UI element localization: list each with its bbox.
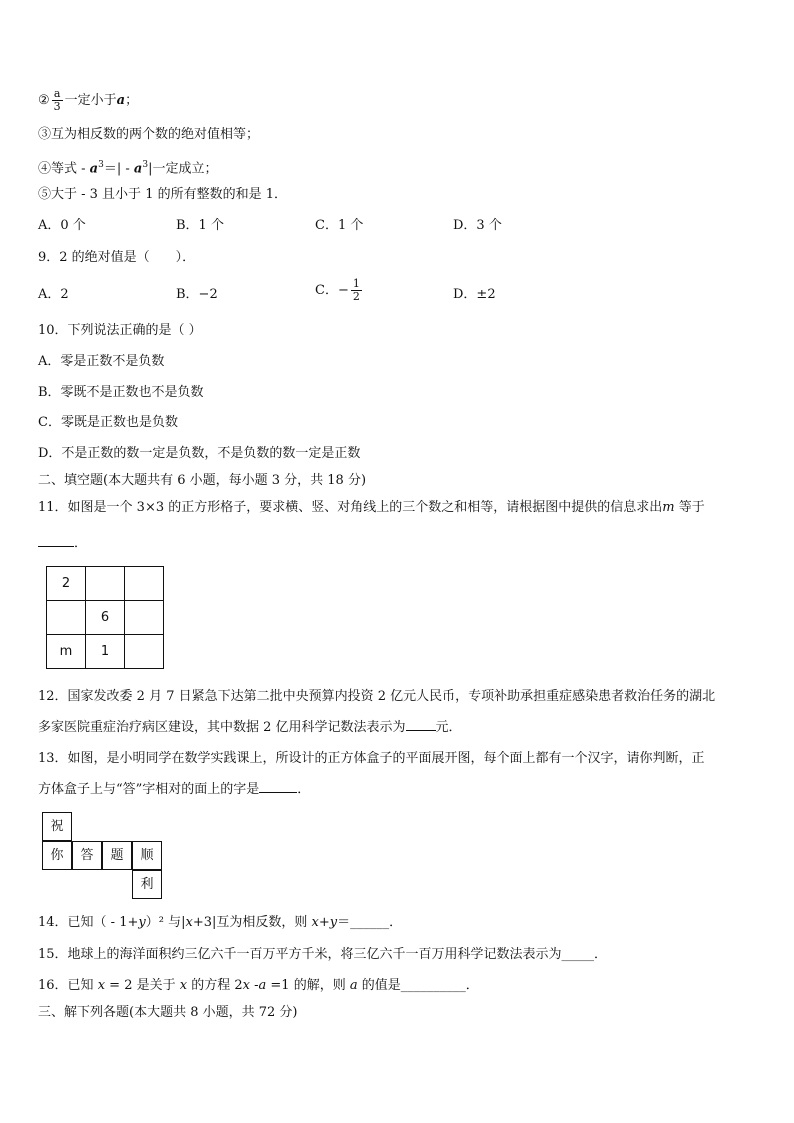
cube-net	[42, 812, 166, 902]
q10-option-d: D．不是正数的数一定是负数，不是负数的数一定是正数	[38, 446, 361, 461]
q9-option-b: B．−2	[176, 287, 218, 302]
q10-option-c: C．零既是正数也是负数	[38, 415, 178, 430]
grid-cell	[86, 567, 125, 601]
q16: 16．已知 x = 2 是关于 x 的方程 2x -a =1 的解，则 a 的值是__________．	[38, 978, 479, 993]
magic-square-grid	[46, 566, 164, 669]
q14: 14．已知（ - 1+y）² 与|x+3|互为相反数，则 x+y＝______．	[38, 915, 403, 930]
q10-stem: 10．下列说法正确的是（ ）	[38, 323, 202, 338]
statement-4: ④等式 - $a^3=| - a^3|$一定成立；	[38, 160, 218, 177]
q12-line-1: 12．国家发改委 2 月 7 日紧急下达第二批中央预算内投资 2 亿元人民币，专项补助承担重症感染患者救治任务的湖北	[38, 689, 716, 704]
statement-3: ③互为相反数的两个数的绝对值相等；	[38, 127, 260, 142]
answer-blank[interactable]	[259, 780, 297, 793]
q8-option-d: D．3 个	[453, 218, 502, 233]
net-face: 顺	[132, 841, 162, 870]
net-face: 答	[72, 841, 102, 870]
q11-answer-line: ．	[38, 534, 87, 553]
grid-cell: 1	[86, 635, 125, 669]
net-face: 题	[102, 841, 132, 870]
q9-option-c: C．− $\frac{1}{2}$	[315, 277, 360, 303]
answer-blank[interactable]	[406, 718, 436, 731]
q8-option-c: C．1 个	[315, 218, 364, 233]
q10-option-b: B．零既不是正数也不是负数	[38, 385, 204, 400]
q13-line-1: 13．如图，是小明同学在数学实践课上，所设计的正方体盒子的平面展开图，每个面上都有一个汉字，请你判断，正	[38, 751, 705, 766]
q13-line-2: 方体盒子上与“答”字相对的面上的字是 ．	[38, 782, 311, 797]
grid-cell	[125, 635, 164, 669]
grid-cell	[125, 567, 164, 601]
net-face: 利	[132, 870, 162, 899]
q12-line-2: 多家医院重症治疗病区建设，其中数据 2 亿用科学记数法表示为 元．	[38, 720, 462, 735]
q9-option-d: D．±2	[453, 287, 496, 302]
net-face: 祝	[42, 812, 72, 841]
statement-2: ② $\frac{a}{3}$ 一定小于a；	[38, 87, 139, 113]
q15: 15．地球上的海洋面积约三亿六千一百万平方千米，将三亿六千一百万用科学记数法表示为_____．	[38, 947, 608, 962]
statement-5: ⑤大于 - 3 且小于 1 的所有整数的和是 1．	[38, 187, 287, 202]
answer-blank[interactable]	[38, 534, 74, 547]
q8-option-b: B．1 个	[176, 218, 224, 233]
q11-stem: 11．如图是一个 3×3 的正方形格子，要求横、竖、对角线上的三个数之和相等，请根据图中提供的信息求出m 等于	[38, 500, 705, 515]
grid-cell: 6	[86, 601, 125, 635]
q9-stem: 9．2 的绝对值是（ ）．	[38, 250, 196, 265]
q10-option-a: A．零是正数不是负数	[38, 354, 165, 369]
grid-cell	[125, 601, 164, 635]
statement-number: ②	[38, 93, 50, 108]
q9-option-a: A．2	[38, 287, 69, 302]
fraction-one-half: $\frac{1}{2}$	[352, 277, 360, 303]
fraction-a-over-3: $\frac{a}{3}$	[53, 87, 61, 113]
grid-cell: m	[47, 635, 86, 669]
q8-option-a: A．0 个	[38, 218, 86, 233]
section-heading-fill-in: 二、填空题(本大题共有 6 小题，每小题 3 分，共 18 分)	[38, 473, 367, 488]
grid-cell: 2	[47, 567, 86, 601]
grid-cell	[47, 601, 86, 635]
net-face: 你	[42, 841, 72, 870]
section-heading-solve: 三、解下列各题(本大题共 8 小题，共 72 分)	[38, 1005, 298, 1020]
